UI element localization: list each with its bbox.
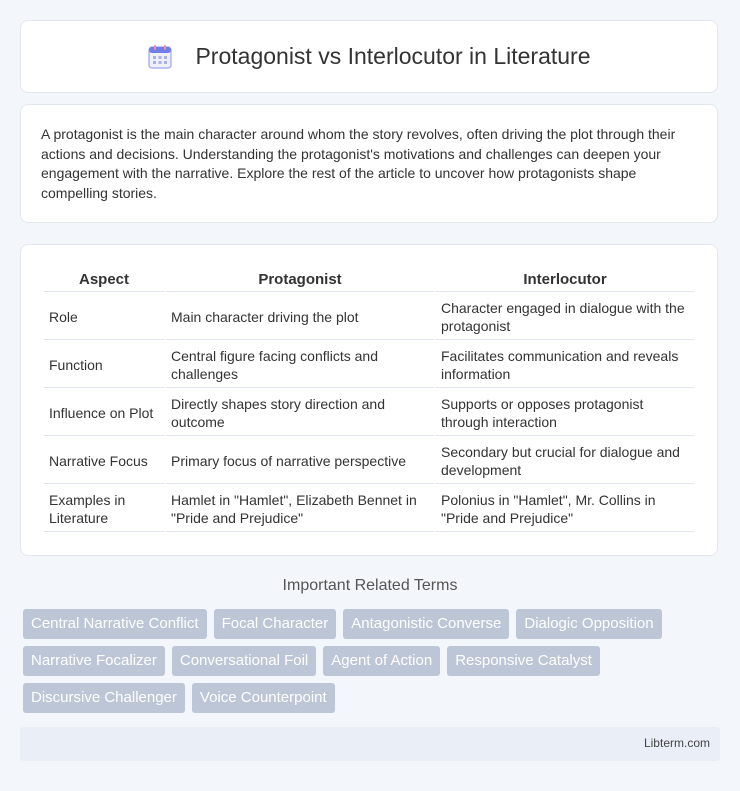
table-cell: Narrative Focus bbox=[44, 438, 164, 484]
title-card bbox=[20, 20, 718, 93]
comparison-table-card bbox=[20, 244, 718, 556]
related-term-tag[interactable]: Conversational Foil bbox=[172, 646, 316, 676]
header-interlocutor: Interlocutor bbox=[436, 267, 694, 292]
related-term-tag[interactable]: Responsive Catalyst bbox=[447, 646, 600, 676]
table-cell: Polonius in "Hamlet", Mr. Collins in "Pride and Prejudice" bbox=[436, 486, 694, 532]
related-term-tag[interactable]: Agent of Action bbox=[323, 646, 440, 676]
table-cell: Directly shapes story direction and outcome bbox=[166, 390, 434, 436]
table-row bbox=[44, 390, 694, 436]
table-cell: Hamlet in "Hamlet", Elizabeth Bennet in "Pride and Prejudice" bbox=[166, 486, 434, 532]
table-cell: Central figure facing conflicts and challenges bbox=[166, 342, 434, 388]
table-cell: Main character driving the plot bbox=[166, 294, 434, 340]
header-aspect: Aspect bbox=[44, 267, 164, 292]
table-cell: Facilitates communication and reveals information bbox=[436, 342, 694, 388]
table-cell: Examples in Literature bbox=[44, 486, 164, 532]
intro-text: A protagonist is the main character around whom the story revolves, often driving the plot through their actions and decisions. Understanding the protagonist's motivations and challenges can deepen your engagement with the narrative. Explore the rest of the article to uncover how protagonists shape compelling stories. bbox=[41, 126, 676, 201]
footer-site-link[interactable]: Libterm.com bbox=[643, 736, 710, 750]
page-title: Protagonist vs Interlocutor in Literature bbox=[195, 43, 591, 69]
related-terms-tags bbox=[23, 609, 723, 713]
table-row bbox=[44, 294, 694, 340]
intro-card bbox=[20, 104, 718, 223]
table-cell: Secondary but crucial for dialogue and development bbox=[436, 438, 694, 484]
table-cell: Influence on Plot bbox=[44, 390, 164, 436]
related-term-tag[interactable]: Focal Character bbox=[214, 609, 337, 639]
related-term-tag[interactable]: Discursive Challenger bbox=[23, 683, 185, 713]
comparison-table bbox=[42, 265, 696, 534]
header-protagonist: Protagonist bbox=[166, 267, 434, 292]
related-term-tag[interactable]: Antagonistic Converse bbox=[343, 609, 509, 639]
related-terms-title: Important Related Terms bbox=[282, 577, 458, 594]
related-term-tag[interactable]: Voice Counterpoint bbox=[192, 683, 335, 713]
related-term-tag[interactable]: Central Narrative Conflict bbox=[23, 609, 207, 639]
table-row bbox=[44, 438, 694, 484]
table-row bbox=[44, 486, 694, 532]
related-term-tag[interactable]: Dialogic Opposition bbox=[516, 609, 661, 639]
table-cell: Primary focus of narrative perspective bbox=[166, 438, 434, 484]
related-term-tag[interactable]: Narrative Focalizer bbox=[23, 646, 165, 676]
table-header-row bbox=[44, 267, 694, 292]
table-row bbox=[44, 342, 694, 388]
table-cell: Function bbox=[44, 342, 164, 388]
table-cell: Supports or opposes protagonist through interaction bbox=[436, 390, 694, 436]
table-cell: Role bbox=[44, 294, 164, 340]
footer bbox=[20, 727, 720, 761]
table-cell: Character engaged in dialogue with the protagonist bbox=[436, 294, 694, 340]
calendar-icon bbox=[147, 44, 173, 70]
